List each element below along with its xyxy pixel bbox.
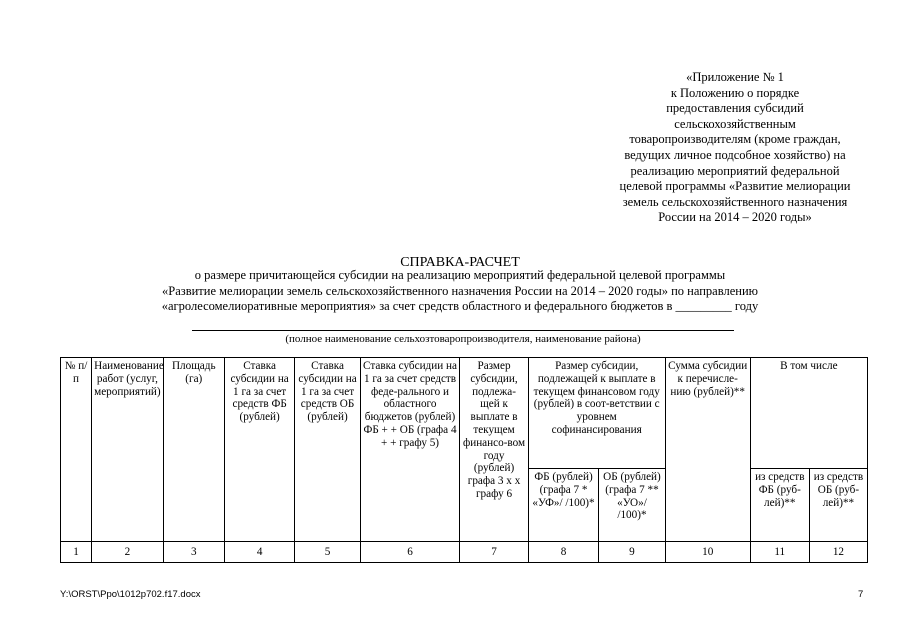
column-number: 12 [809, 542, 867, 563]
header-cell-including: В том числе [750, 358, 867, 469]
header-cell-from-fb: из средств ФБ (руб-лей)** [750, 469, 809, 542]
appendix-block [580, 70, 890, 226]
document-subtitle-line-3: «агролесомелиоративные мероприятия» за счет средств областного и федерального бюджетов в _________ году [161, 299, 759, 313]
header-cell-from-ob: из средств ОБ (руб-лей)** [809, 469, 867, 542]
column-number: 1 [61, 542, 92, 563]
header-cell-number: № п/п [61, 358, 92, 542]
page-number: 7 [858, 589, 864, 600]
calculation-table [60, 357, 868, 563]
appendix-line: «Приложение № 1 [686, 70, 784, 84]
column-number: 9 [599, 542, 665, 563]
table-header-row [61, 358, 868, 469]
column-number: 10 [665, 542, 750, 563]
document-subtitle-line-1: о размере причитающейся субсидии на реализацию мероприятий федеральной целевой программы [194, 268, 726, 282]
header-cell-work-name: Наименование работ (услуг, мероприятий) [92, 358, 164, 542]
appendix-line: России на 2014 – 2020 годы» [658, 210, 812, 225]
appendix-line: реализацию мероприятий федеральной [630, 163, 840, 178]
column-number: 7 [460, 542, 528, 563]
header-cell-rate-fb: Ставка субсидии на 1 га за счет средств ФБ (рублей) [224, 358, 295, 542]
document-subtitle-line-2: «Развитие мелиорации земель сельскохозяйственного назначения России на 2014 – 2020 годы» по направлению [162, 284, 758, 298]
header-cell-ob: ОБ (рублей) (графа 7 ** «УО»/ /100)* [599, 469, 665, 542]
column-number: 11 [750, 542, 809, 563]
header-cell-cofinancing: Размер субсидии, подлежащей к выплате в текущем финансовом году (рублей) в соот-ветствии с уровнем софинансирования [528, 358, 665, 469]
file-path-footer: Y:\ORST\Ppo\1012p702.f17.docx [60, 589, 201, 600]
column-number: 6 [360, 542, 460, 563]
header-cell-transfer-sum: Сумма субсидии к перечисле-нию (рублей)** [665, 358, 750, 542]
appendix-line: товаропроизводителям (кроме граждан, [629, 132, 841, 147]
column-number: 2 [92, 542, 164, 563]
header-cell-fb: ФБ (рублей) (графа 7 * «УФ»/ /100)* [528, 469, 599, 542]
column-number: 3 [163, 542, 224, 563]
producer-name-caption: (полное наименование сельхозтоваропроизводителя, наименование района) [285, 333, 641, 345]
appendix-line: целевой программы «Развитие мелиорации [619, 179, 851, 194]
header-cell-subsidy-size: Размер субсидии, подлежа-щей к выплате в текущем финансо-вом году (рублей) графа 3 х х графу 6 [460, 358, 528, 542]
appendix-line: предоставления субсидий [666, 101, 804, 116]
table-number-row [61, 542, 868, 563]
header-cell-rate-total: Ставка субсидии на 1 га за счет средств феде-рального и областного бюджетов (рублей) ФБ + + ОБ (графа 4 + + графу 5) [360, 358, 460, 542]
column-number: 5 [295, 542, 360, 563]
appendix-line: к Положению о порядке [670, 85, 800, 100]
producer-name-underline [192, 330, 734, 331]
header-cell-area: Площадь (га) [163, 358, 224, 542]
column-number: 4 [224, 542, 295, 563]
column-number: 8 [528, 542, 599, 563]
document-title: СПРАВКА-РАСЧЕТ [400, 255, 520, 270]
header-cell-rate-ob: Ставка субсидии на 1 га за счет средств ОБ (рублей) [295, 358, 360, 542]
appendix-line: сельскохозяйственным [674, 116, 796, 131]
appendix-line: ведущих личное подсобное хозяйство) на [624, 147, 846, 162]
appendix-line: земель сельскохозяйственного назначения [622, 194, 848, 209]
